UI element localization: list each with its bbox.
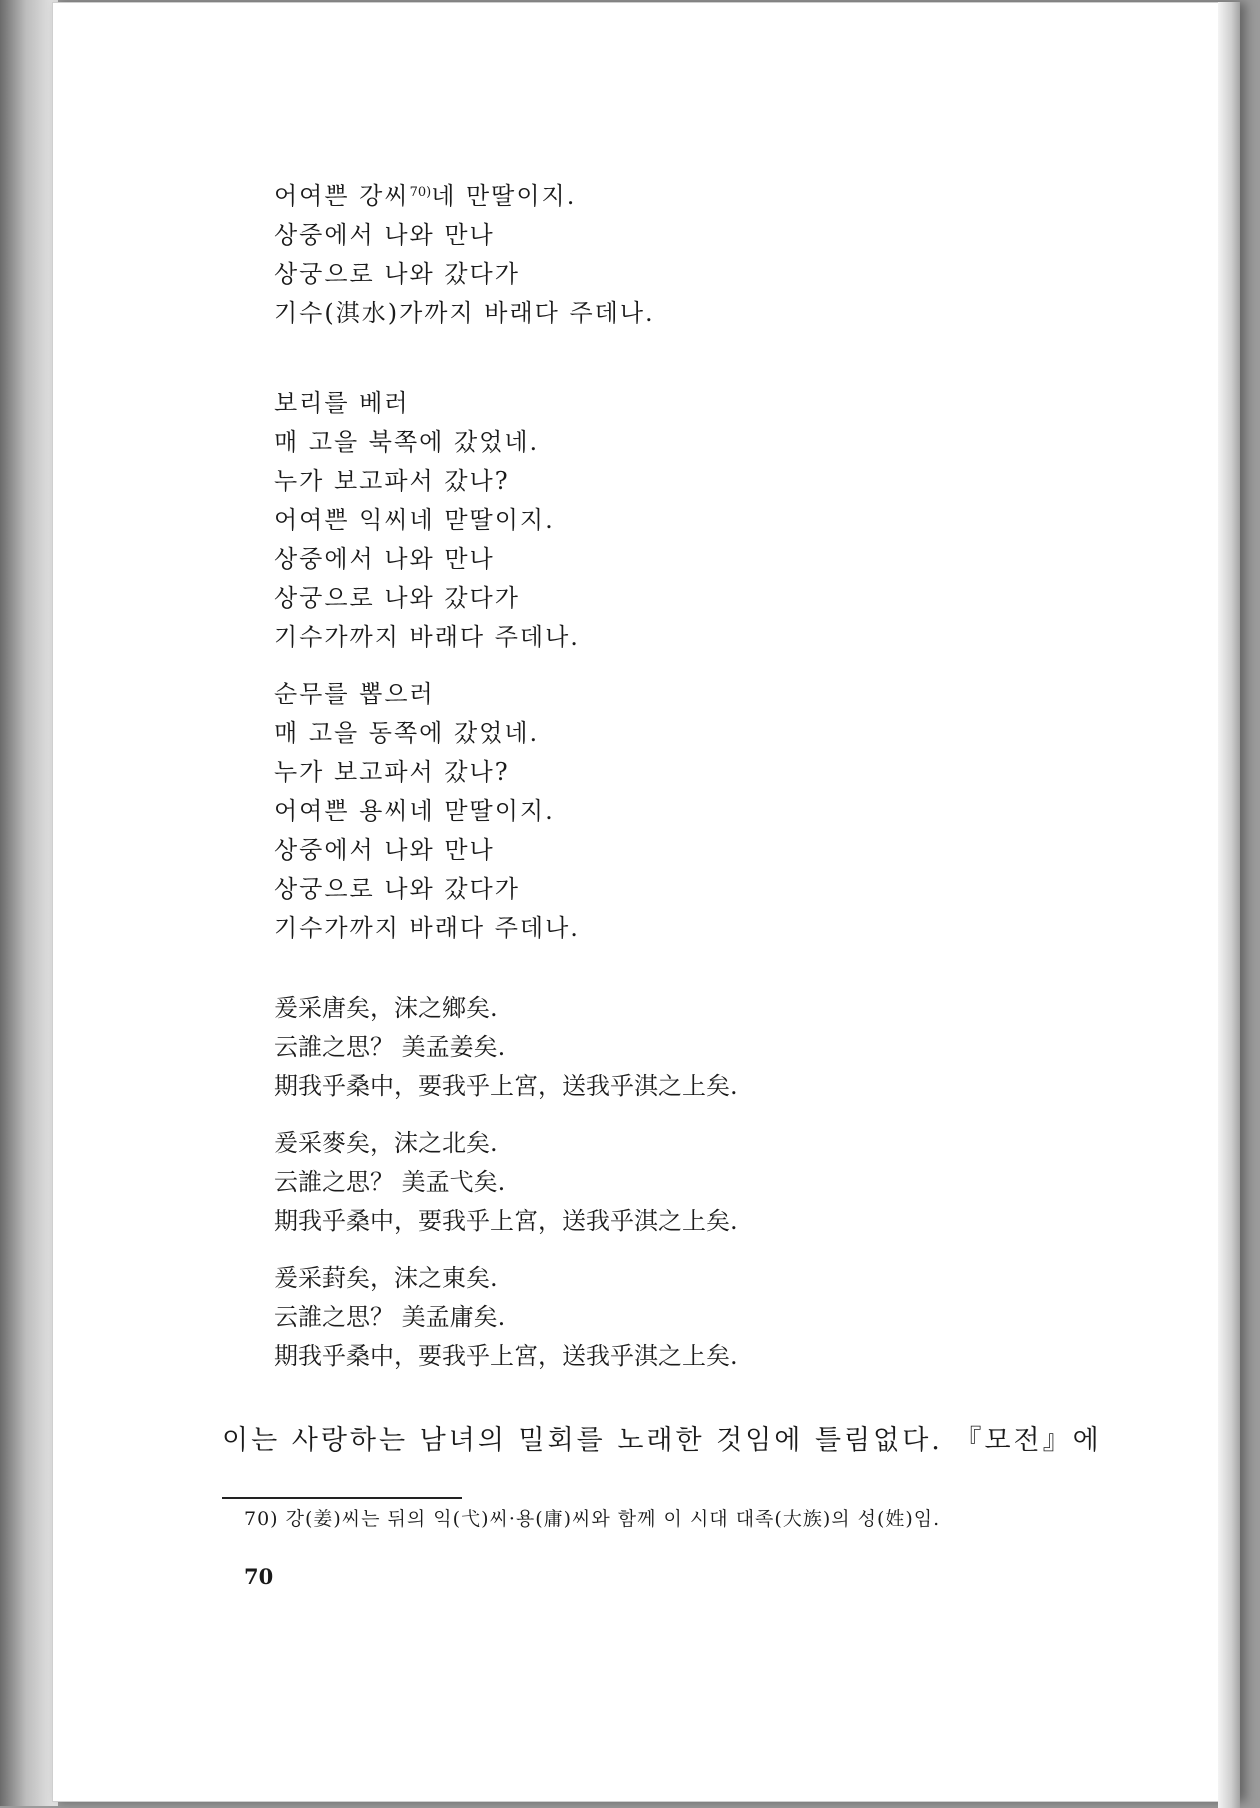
page-edge-shadow bbox=[1218, 2, 1240, 1808]
poem-text: 네 만딸이지. bbox=[431, 182, 577, 210]
poem-line: 매 고을 북쪽에 갔었네. bbox=[274, 428, 540, 456]
footnote-divider bbox=[222, 1497, 462, 1499]
poem-line: 상궁으로 나와 갔다가 bbox=[274, 875, 520, 903]
poem-line: 爰采葑矣，沫之東矣. bbox=[274, 1264, 498, 1292]
korean-stanza-3 bbox=[274, 675, 1174, 948]
poem-line: 期我乎桑中，要我乎上宮，送我乎淇之上矣. bbox=[274, 1072, 738, 1100]
poem-line: 상중에서 나와 만나 bbox=[274, 221, 495, 249]
poem-line: 기수가까지 바래다 주데나. bbox=[274, 914, 580, 942]
footnote-ref: 70) bbox=[409, 185, 432, 200]
poem-line: 상중에서 나와 만나 bbox=[274, 836, 495, 864]
poem-line: 상중에서 나와 만나 bbox=[274, 545, 495, 573]
poem-line: 기수(淇水)가까지 바래다 주데나. bbox=[274, 299, 655, 327]
poem-line: 상궁으로 나와 갔다가 bbox=[274, 260, 520, 288]
poem-line: 매 고을 동쪽에 갔었네. bbox=[274, 719, 540, 747]
book-spine-shadow bbox=[0, 0, 58, 1806]
footnote: 70) 강(姜)씨는 뒤의 익(弋)씨·용(庸)씨와 함께 이 시대 대족(大族)의 성(姓)임. bbox=[244, 1508, 941, 1530]
chinese-stanza-2 bbox=[274, 1124, 1174, 1241]
chinese-stanza-3 bbox=[274, 1259, 1174, 1376]
poem-line: 期我乎桑中，要我乎上宮，送我乎淇之上矣. bbox=[274, 1342, 738, 1370]
poem-line: 爰采麥矣，沫之北矣. bbox=[274, 1129, 498, 1157]
poem-line: 云誰之思？ 美孟弋矣. bbox=[274, 1168, 506, 1196]
page-number: 70 bbox=[244, 1564, 274, 1589]
poem-line: 云誰之思？ 美孟庸矣. bbox=[274, 1303, 506, 1331]
poem-line: 爰采唐矣，沫之鄉矣. bbox=[274, 994, 498, 1022]
poem-line: 상궁으로 나와 갔다가 bbox=[274, 584, 520, 612]
poem-line: 어여쁜 익씨네 맏딸이지. bbox=[274, 506, 555, 534]
poem-line: 누가 보고파서 갔나? bbox=[274, 758, 510, 786]
poem-line: 云誰之思？ 美孟姜矣. bbox=[274, 1033, 506, 1061]
poem-text: 어여쁜 강씨 bbox=[274, 182, 410, 210]
poem-line: 누가 보고파서 갔나? bbox=[274, 467, 510, 495]
poem-line: 어여쁜 용씨네 맏딸이지. bbox=[274, 797, 555, 825]
poem-line: 순무를 뽑으러 bbox=[274, 680, 435, 708]
poem-line: 보리를 베러 bbox=[274, 389, 410, 417]
chinese-stanza-1 bbox=[274, 989, 1174, 1106]
body-paragraph: 이는 사랑하는 남녀의 밀회를 노래한 것임에 틀림없다. 『모전』에 bbox=[222, 1425, 1102, 1456]
korean-stanza-1 bbox=[274, 177, 1174, 333]
poem-line bbox=[274, 177, 1174, 216]
poem-line: 기수가까지 바래다 주데나. bbox=[274, 623, 580, 651]
korean-stanza-2 bbox=[274, 384, 1174, 657]
poem-line: 期我乎桑中，要我乎上宮，送我乎淇之上矣. bbox=[274, 1207, 738, 1235]
